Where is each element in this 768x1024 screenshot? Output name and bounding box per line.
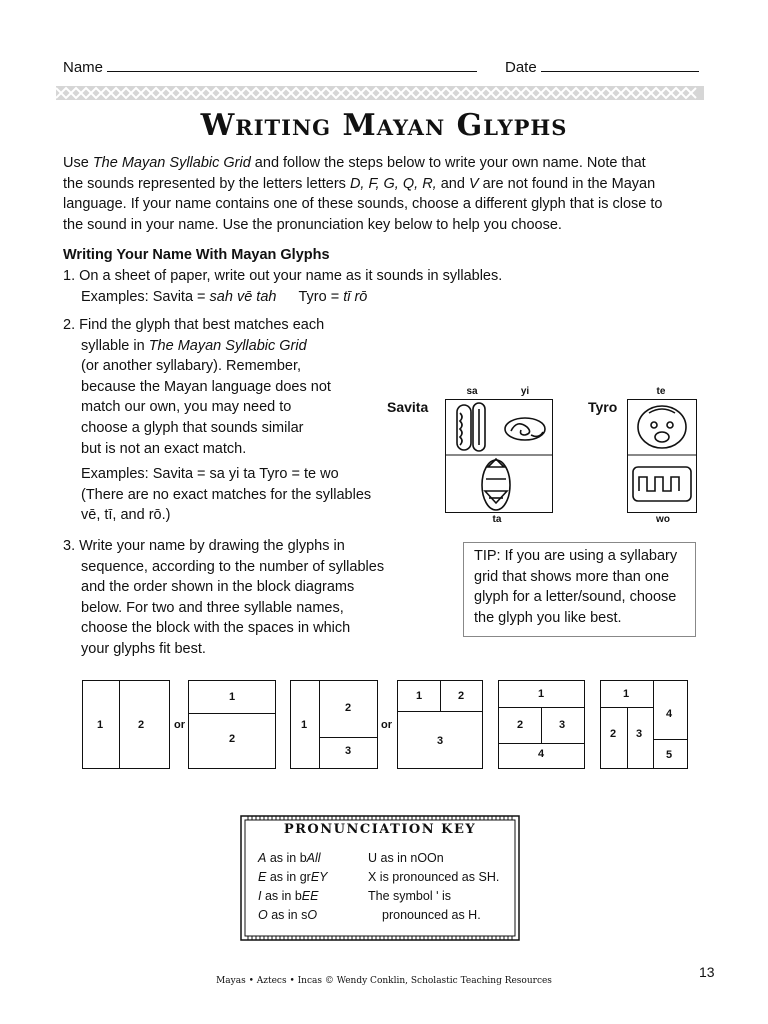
diagram-number: 3 — [344, 745, 352, 757]
date-label: Date — [505, 59, 537, 76]
savita-label: Savita — [387, 399, 429, 415]
glyph-label-wo: wo — [656, 514, 670, 525]
decorative-border — [56, 86, 704, 100]
diagram-number: 5 — [665, 749, 673, 761]
diagram-number: 3 — [558, 719, 566, 731]
date-blank-line — [541, 57, 699, 72]
date-field — [505, 57, 699, 76]
pronunciation-key-title: PRONUNCIATION KEY — [283, 822, 477, 837]
diagram-number: 2 — [609, 728, 617, 740]
diagram-number: 1 — [622, 688, 630, 700]
diagram-number: 3 — [436, 735, 444, 747]
page-title: Writing Mayan Glyphs — [200, 108, 568, 143]
diagram-number: 1 — [300, 719, 308, 731]
diagram-number: 1 — [228, 691, 236, 703]
name-field — [63, 57, 477, 76]
tyro-label: Tyro — [588, 399, 618, 415]
tyro-glyph-block — [627, 399, 697, 513]
intro-paragraph: Use The Mayan Syllabic Grid and follow the steps below to write your own name. Note that the sounds represented by the letters letters D, F, G, Q, R, and V are not found in the Mayan language. If your name contains one of these sounds, choose a different glyph that is close to the sound in your name. Use the pronunciation key below to help you choose. — [63, 155, 663, 233]
diagram-number: 1 — [415, 690, 423, 702]
diagram-number: 2 — [228, 733, 236, 745]
diagram-number: 4 — [665, 708, 673, 720]
name-label: Name — [63, 59, 104, 76]
diagram-number: 2 — [344, 702, 352, 714]
glyph-label-yi: yi — [520, 386, 530, 397]
tip-box: TIP: If you are using a syllabary grid that shows more than one glyph for a letter/sound, choose the glyph you like best. — [463, 542, 696, 637]
savita-glyph-block — [445, 399, 553, 513]
page-number: 13 — [699, 964, 715, 980]
step-2: 2. Find the glyph that best matches each syllable in The Mayan Syllabic Grid (or another syllabary). Remember, because the Mayan language does not match our own, you may need to choose a glyph that sounds similar but is not an exact match. Examples: Savita = sa yi ta Tyro = te wo (There are no exact matches for the syllables vē, tī, and rō.) — [63, 317, 372, 524]
pronunciation-key-box — [240, 812, 520, 944]
section-heading: Writing Your Name With Mayan Glyphs — [63, 247, 330, 263]
diagram-number: 2 — [516, 719, 524, 731]
diagram-number: 2 — [137, 719, 145, 731]
diagram-number: 2 — [457, 690, 465, 702]
step-1: 1. On a sheet of paper, write out your name as it sounds in syllables. Examples: Savita = sah vē tah Tyro = tī rō — [63, 268, 503, 305]
or-label: or — [381, 719, 392, 731]
diagram-number: 4 — [537, 748, 545, 760]
footer-credit: Mayas • Aztecs • Incas © Wendy Conklin, Scholastic Teaching Resources — [216, 976, 552, 986]
diagram-number: 3 — [635, 728, 643, 740]
or-label: or — [174, 719, 185, 731]
glyph-label-te: te — [656, 386, 666, 397]
pronunciation-key-right-column: U as in nOOn X is pronounced as SH. The symbol ʹ is pronounced as H. — [368, 851, 500, 922]
name-blank-line — [107, 57, 477, 72]
pronunciation-key-left-column: A as in bAll E as in grEY I as in bEE O as in sO — [258, 851, 328, 922]
diagram-number: 1 — [96, 719, 104, 731]
step-3: 3. Write your name by drawing the glyphs in sequence, according to the number of syllables and the order shown in the block diagrams below. For two and three syllable names, choose the block with the spaces in which your glyphs fit best. — [63, 538, 385, 657]
diagram-number: 1 — [537, 688, 545, 700]
glyph-label-ta: ta — [492, 514, 502, 525]
glyph-label-sa: sa — [466, 386, 478, 397]
